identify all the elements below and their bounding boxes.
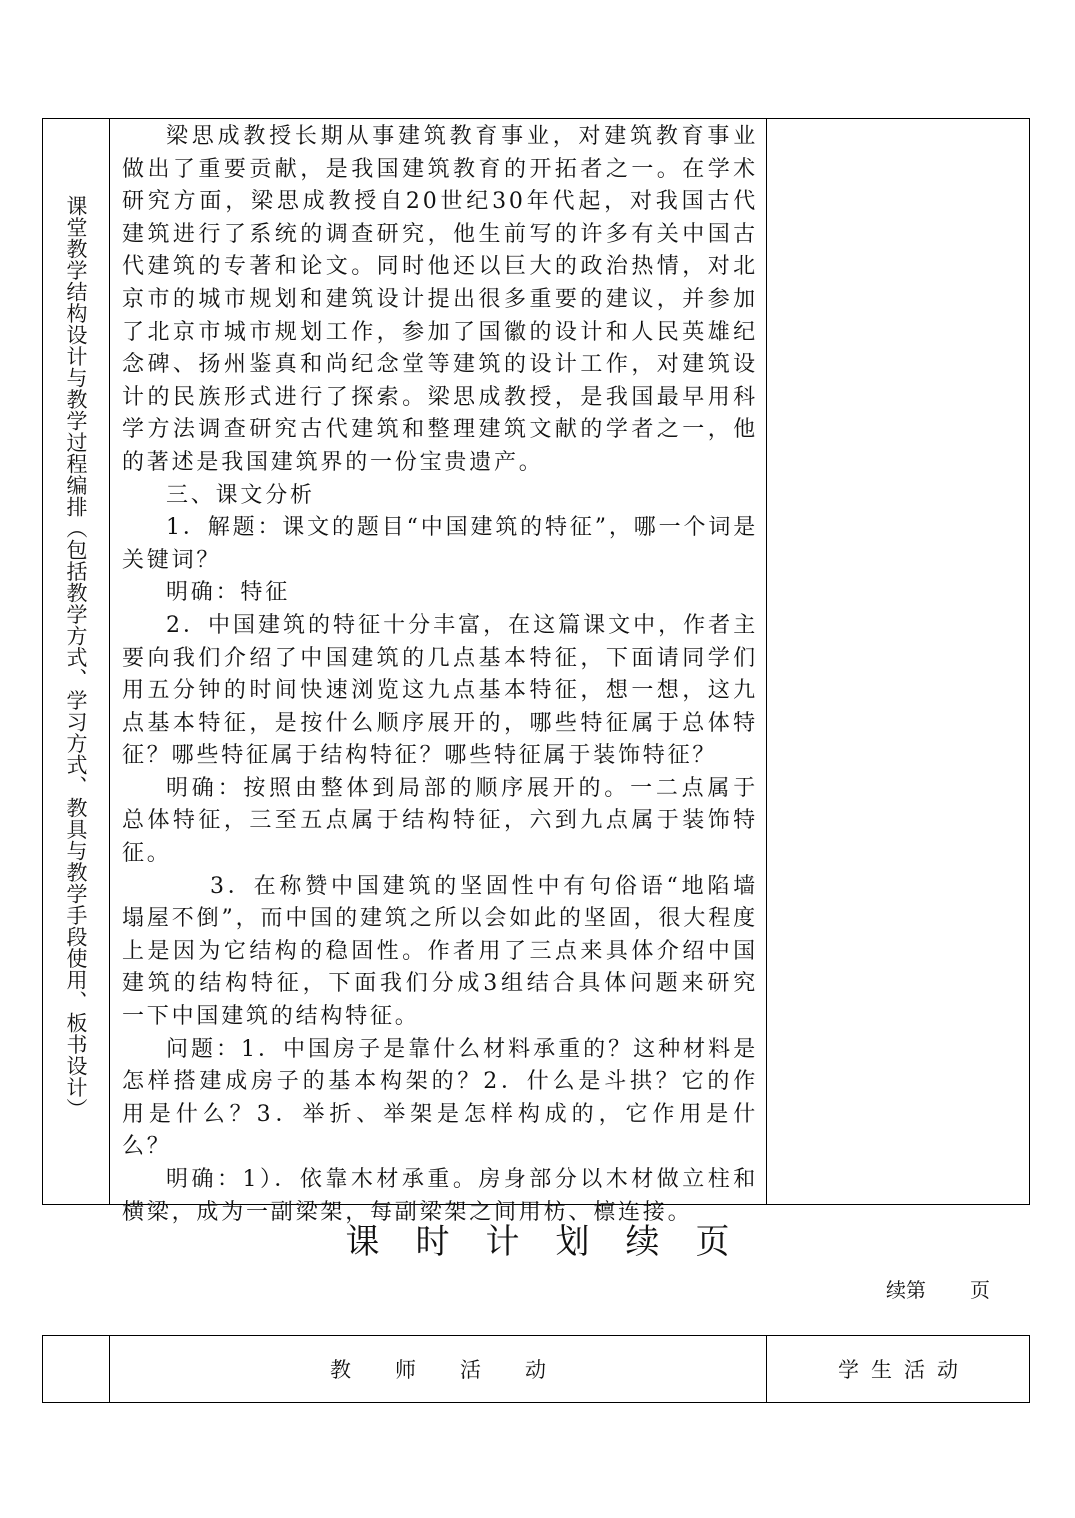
student-activity-cell bbox=[767, 119, 1029, 1204]
paragraph-answer-1: 明确：特征 bbox=[166, 580, 291, 606]
page-number-prefix: 续第 bbox=[886, 1278, 926, 1302]
teacher-header-cell bbox=[110, 1336, 767, 1402]
page-number-label bbox=[886, 1274, 990, 1303]
teacher-activity-cell bbox=[110, 119, 767, 1225]
paragraph-section-heading: 三、课文分析 bbox=[166, 482, 315, 508]
structure-design-label: 课堂教学结构设计与教学过程编排（包括教学方式、学习方式、教具与教学手段使用、板书设计） bbox=[64, 195, 88, 1120]
page-number-suffix: 页 bbox=[970, 1278, 990, 1302]
student-header-cell bbox=[767, 1336, 1029, 1402]
continuation-table bbox=[42, 1335, 1030, 1403]
paragraph-answer-3: 明确：1）．依靠木材承重。房身部分以木材做立柱和横梁，成为一副梁架，每副梁架之间用枋、檩连接。 bbox=[122, 1167, 758, 1225]
paragraph-structure-intro: 3．在称赞中国建筑的坚固性中有句俗语“地陷墙塌屋不倒”，而中国的建筑之所以会如此的坚固，很大程度上是因为它结构的稳固性。作者用了三点来具体介绍中国建筑的结构特征，下面我们分成3组结合具体问题来研究一下中国建筑的结构特征。 bbox=[122, 873, 758, 1030]
page-title: 课时计划续页 bbox=[345, 1222, 766, 1262]
paragraph-features-question: 2．中国建筑的特征十分丰富，在这篇课文中，作者主要向我们介绍了中国建筑的几点基本特征，下面请同学们用五分钟的时间快速浏览这九点基本特征，想一想，这九点基本特征，是按什么顺序展开的，哪些特征属于总体特征？哪些特征属于结构特征？哪些特征属于装饰特征？ bbox=[122, 612, 758, 769]
left-label-cell bbox=[43, 119, 110, 1204]
continuation-left-cell bbox=[43, 1336, 110, 1402]
paragraph-title-question: 1．解题：课文的题目“中国建筑的特征”，哪一个词是关键词？ bbox=[122, 515, 758, 573]
paragraph-answer-2: 明确：按照由整体到局部的顺序展开的。一二点属于总体特征，三至五点属于结构特征，六到九点属于装饰特征。 bbox=[122, 775, 758, 867]
paragraph-biography: 梁思成教授长期从事建筑教育事业，对建筑教育事业做出了重要贡献，是我国建筑教育的开拓者之一。在学术研究方面，梁思成教授自20世纪30年代起，对我国古代建筑进行了系统的调查研究，他生前写的许多有关中国古代建筑的专著和论文。同时他还以巨大的政治热情，对北京市的城市规划和建筑设计提出很多重要的建议，并参加了北京市城市规划工作，参加了国徽的设计和人民英雄纪念碑、扬州鉴真和尚纪念堂等建筑的设计工作，对建筑设计的民族形式进行了探索。梁思成教授，是我国最早用科学方法调查研究古代建筑和整理建筑文献的学者之一，他的著述是我国建筑界的一份宝贵遗产。 bbox=[122, 124, 758, 475]
paragraph-questions: 问题：1．中国房子是靠什么材料承重的？这种材料是怎样搭建成房子的基本构架的？2．什么是斗拱？它的作用是什么？3．举折、举架是怎样构成的，它作用是什么？ bbox=[122, 1036, 758, 1160]
student-activity-header: 学生活动 bbox=[838, 1358, 970, 1382]
lesson-content bbox=[122, 121, 758, 1229]
lesson-plan-table bbox=[42, 118, 1030, 1225]
teacher-activity-header: 教师活动 bbox=[330, 1358, 590, 1382]
